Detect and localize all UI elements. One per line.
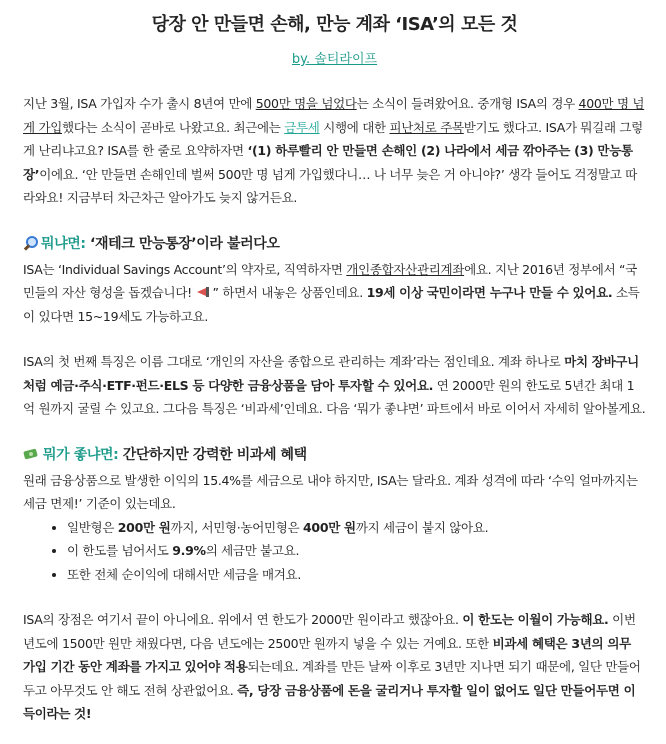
text-run: ISA의 장점은 여기서 끝이 아니에요. 위에서 연 한도가 2000만 원이라고 했잖아요. xyxy=(23,612,463,627)
text-run: ISA의 첫 번째 특징은 이름 그대로 ‘개인의 자산을 종합으로 관리하는 계좌’라는 점인데요. 계좌 하나로 xyxy=(23,354,565,369)
list-item xyxy=(67,539,646,563)
section2-paragraph-1: 원래 금융상품으로 발생한 이익의 15.4%를 세금으로 내야 하지만, ISA는 달라요. 계좌 성격에 따라 ‘수익 얼마까지는 세금 면제!’ 기준이 있는데요. xyxy=(23,472,638,511)
money-icon xyxy=(23,447,39,461)
text-run: 시행에 대한 xyxy=(319,119,390,135)
text-run: 까지, 서민형·농어민형은 xyxy=(170,519,304,535)
section-heading-what xyxy=(23,232,646,256)
text-run: 에요. 지난 2016년 정부에서 “국민들의 자산 형성을 돕겠습니다! xyxy=(23,261,637,300)
text-run: 는 소식이 들려왔어요. 중개형 ISA의 경우 xyxy=(356,96,579,111)
emphasis-text: 19세 이상 국민이라면 누구나 만들 수 있어요. xyxy=(366,285,613,300)
emphasis-text: 비과세 혜택은 3년의 의무 가입 기간 동안 계좌를 가지고 있어야 적용 xyxy=(23,635,631,674)
article-title: 당장 안 만들면 손해, 만능 계좌 ‘ISA’의 모든 것 xyxy=(151,14,518,35)
list-item xyxy=(67,516,646,540)
text-run: 받기도 했다고. ISA가 뭐길래 그렇게 난리냐고요? ISA를 한 줄로 요약하자면 xyxy=(23,119,643,158)
text-run: ISA는 ‘Individual Savings Account’의 약자로, 직역하자면 xyxy=(23,261,347,277)
emphasis-text: 이 한도는 이월이 가능해요. xyxy=(462,612,609,627)
text-run: ” 하면서 내놓은 상품인데요. xyxy=(212,285,367,300)
text-run: 지난 3월, ISA 가입자 수가 출시 8년여 만에 xyxy=(23,96,256,111)
text-run: 연 2000만 원의 한도로 5년간 최대 1억 원까지 굴릴 수 있고요. 그다음 특징은 ‘비과세’인데요. 다음 ‘뭐가 좋냐면’ 파트에서 바로 이어서 자세히 알아볼게요. xyxy=(23,377,646,416)
section-lead: 뭐냐면: xyxy=(41,235,86,252)
section2-paragraph-2 xyxy=(23,608,646,726)
text-run: 이번 년도에 1500만 원만 채웠다면, 다음 년도에는 2500만 원까지 넣을 수 있는 거예요. 또한 xyxy=(23,612,636,651)
list-item xyxy=(67,563,646,587)
byline xyxy=(23,50,646,70)
emphasis-text: 400만 원 xyxy=(303,519,356,535)
intro-paragraph xyxy=(23,92,646,210)
underlined-text: 개인종합자산관리계좌 xyxy=(346,261,465,277)
magnifier-icon xyxy=(23,236,37,250)
section1-paragraph-1 xyxy=(23,258,646,329)
text-run: 의 세금만 붙고요. xyxy=(205,543,300,558)
emphasis-text: ‘(1) 하루빨리 안 만들면 손해인 (2) 나라에서 세금 깎아주는 (3) 만능통장’ xyxy=(23,143,633,182)
megaphone-icon xyxy=(197,286,210,298)
emphasis-text: 9.9% xyxy=(172,543,206,558)
emphasis-text: 200만 원 xyxy=(117,519,171,535)
section-title: 간단하지만 강력한 비과세 혜택 xyxy=(118,446,307,463)
emphasis-text: 즉, 당장 금융상품에 돈을 굴리거나 투자할 일이 없어도 일단 만들어두면 이득이라는 것! xyxy=(23,682,636,721)
underlined-text: 피난처로 주목 xyxy=(389,119,464,135)
underlined-text: 400만 명 넘게 가입 xyxy=(23,96,645,135)
text-run: 또한 전체 순이익에 대해서만 세금을 매겨요. xyxy=(67,566,301,582)
text-run: 일반형은 xyxy=(67,519,118,535)
benefit-list xyxy=(23,516,646,587)
emphasis-text: 마치 장바구니처럼 예금·주식·ETF·펀드·ELS 등 다양한 금융상품을 담아 투자할 수 있어요. xyxy=(23,354,639,393)
keyword-link[interactable]: 금투세 xyxy=(284,119,320,135)
text-run: 했다는 소식이 곧바로 나왔고요. 최근에는 xyxy=(62,119,285,135)
author-link[interactable]: by. 솔티라이프 xyxy=(291,52,378,67)
underlined-text: 500만 명을 넘었다 xyxy=(255,96,357,111)
section-heading-benefits xyxy=(23,443,646,467)
text-run: 이 한도를 넘어서도 xyxy=(67,543,173,558)
section1-paragraph-2 xyxy=(23,350,646,421)
text-run: 되는데요. 계좌를 만든 날짜 이후로 3년만 지나면 되기 때문에, 일단 만들어두고 아무것도 안 해도 전혀 상관없어요. xyxy=(23,659,641,698)
section-lead: 뭐가 좋냐면: xyxy=(43,446,119,463)
text-run: 이에요. ‘안 만들면 손해인데 벌써 500만 명 넘게 가입했다니… 나 너무 늦은 거 아니야?’ 생각 들어도 걱정말고 따라와요! 지금부터 차근차근 알아가도 늦지 않거든요. xyxy=(23,166,637,205)
text-run: 소득이 있다면 15~19세도 가능하고요. xyxy=(23,285,640,324)
text-run: 까지 세금이 붙지 않아요. xyxy=(355,519,489,535)
section-title: ‘재테크 만능통장’이라 불러다오 xyxy=(85,235,280,252)
